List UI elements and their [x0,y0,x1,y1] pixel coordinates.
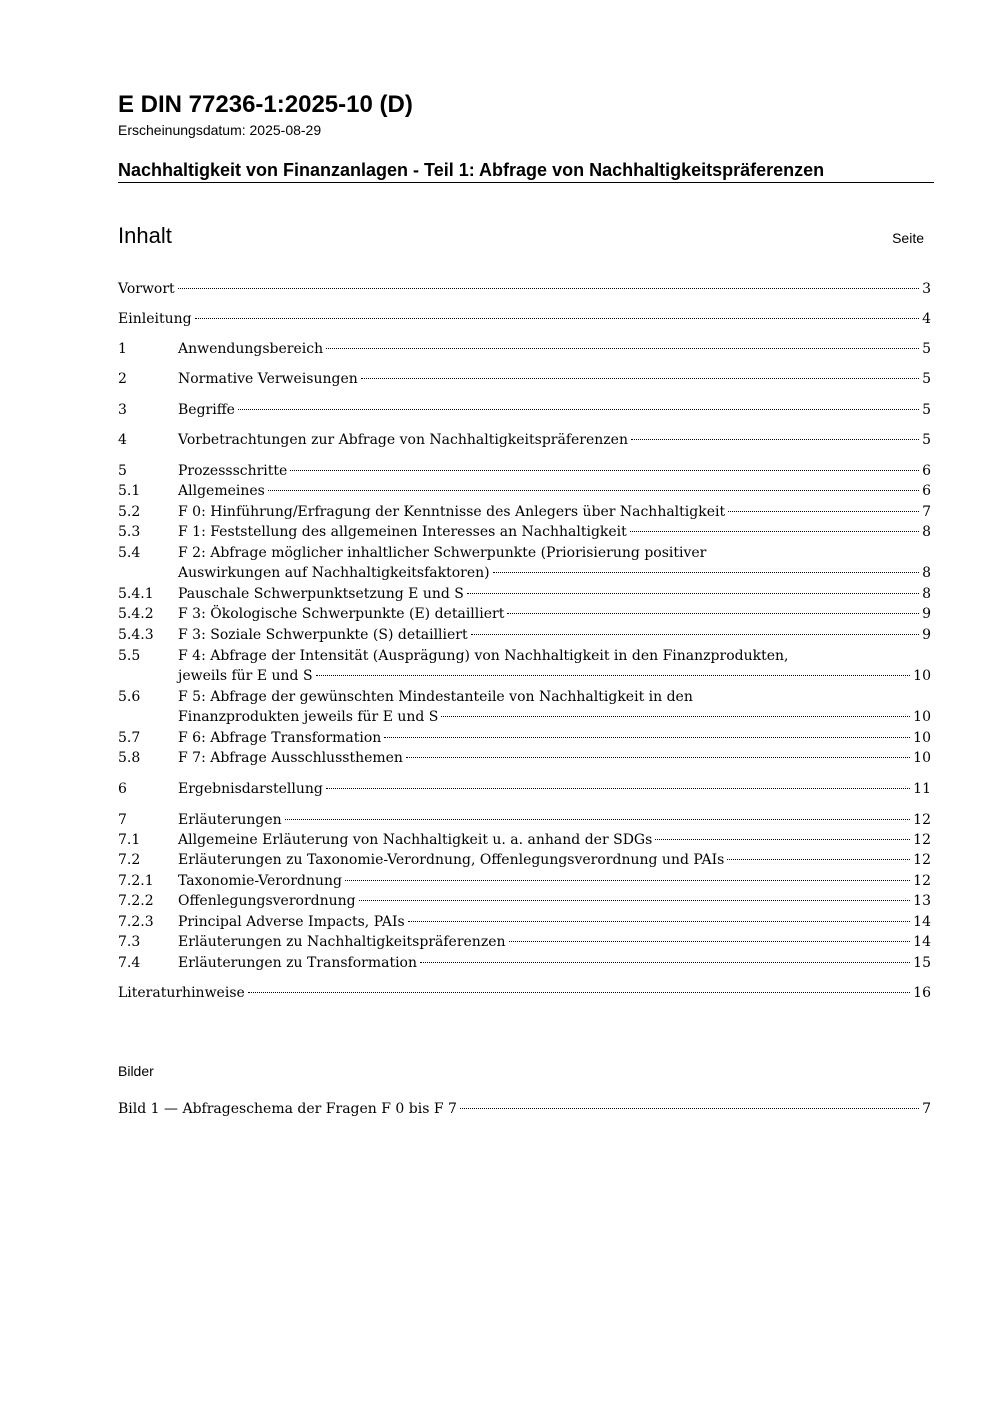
toc-page: 16 [913,985,931,1001]
toc-number: 5.4.1 [118,586,154,602]
toc-number: 5.4.2 [118,606,154,622]
toc-entry-5-5[interactable] [118,666,931,687]
figure-label: Bild 1 — Abfrageschema der Fragen F 0 bis F 7 [118,1101,457,1117]
toc-entry-2[interactable] [118,369,931,390]
toc-leader [345,880,910,881]
toc-number: 7.2.3 [118,914,154,930]
toc-number: 5.4 [118,545,141,561]
toc-leader [268,490,919,491]
toc-leader [728,511,919,512]
toc-number: 7.1 [118,832,141,848]
toc-page: 6 [922,463,931,479]
toc-label: F 0: Hinführung/Erfragung der Kenntnisse des Anlegers über Nachhaltigkeit [178,504,726,520]
toc-page: 7 [922,504,931,520]
toc-page: 8 [922,565,931,581]
toc-leader [326,348,919,349]
toc-entry-3[interactable] [118,400,931,421]
toc-entry-7[interactable] [118,810,931,831]
toc-leader [467,593,919,594]
toc-label: F 1: Feststellung des allgemeinen Interesses an Nachhaltigkeit [178,524,627,540]
toc-label: Vorbetrachtungen zur Abfrage von Nachhaltigkeitspräferenzen [178,432,628,448]
toc-label: Allgemeines [178,483,265,499]
toc-entry-5-4-3[interactable] [118,625,931,646]
toc-entry-5-8[interactable] [118,748,931,769]
toc-label: Vorwort [118,281,175,297]
toc-number: 6 [118,781,127,797]
toc-number: 3 [118,402,127,418]
toc-number: 7 [118,812,127,828]
toc-number: 1 [118,341,127,357]
toc-page: 5 [922,341,931,357]
toc-page: 11 [913,781,931,797]
toc-leader [493,572,919,573]
toc-page: 10 [913,750,931,766]
toc-leader [178,288,919,289]
toc-leader [316,675,911,676]
toc-entry-4[interactable] [118,430,931,451]
toc-page: 15 [913,955,931,971]
toc-entry-5[interactable] [118,461,931,482]
toc-entry-5-6[interactable] [118,707,931,728]
toc-page: 14 [913,914,931,930]
toc-page: 8 [922,586,931,602]
toc-entry-7-4[interactable] [118,953,931,974]
contents-heading: Inhalt [118,223,172,248]
toc-leader [406,757,910,758]
toc-page: 12 [913,852,931,868]
toc-entry-5-3[interactable] [118,522,931,543]
toc-number: 7.2 [118,852,141,868]
toc-entry-literaturhinweise[interactable] [118,983,931,1004]
toc-leader [285,819,911,820]
document-title: Nachhaltigkeit von Finanzanlagen - Teil 1: Abfrage von Nachhaltigkeitspräferenzen [118,159,934,183]
toc-leader [384,737,910,738]
toc-label: Anwendungsbereich [178,341,324,357]
toc-page: 9 [922,627,931,643]
toc-page: 10 [913,730,931,746]
toc-leader [408,921,911,922]
toc-label: Pauschale Schwerpunktsetzung E und S [178,586,464,602]
toc-leader [248,992,910,993]
toc-entry-vorwort[interactable] [118,279,931,300]
toc-page: 4 [922,311,931,327]
toc-entry-7-2[interactable] [118,850,931,871]
toc-label: Erläuterungen [178,812,282,828]
toc-label: Taxonomie-Verordnung [178,873,343,889]
toc-entry-5-4-1[interactable] [118,584,931,605]
document-id: E DIN 77236-1:2025-10 (D) [118,91,413,118]
figure-entry-bild-1[interactable] [118,1099,931,1120]
toc-label: Erläuterungen zu Taxonomie-Verordnung, Offenlegungsverordnung und PAIs [178,852,725,868]
toc-label: Principal Adverse Impacts, PAIs [178,914,405,930]
toc-page: 12 [913,812,931,828]
toc-label: Prozessschritte [178,463,288,479]
toc-entry-5-4-2[interactable] [118,604,931,625]
toc-number: 5 [118,463,127,479]
toc-leader [290,470,919,471]
toc-leader [509,941,911,942]
toc-leader [471,634,919,635]
toc-page: 10 [913,709,931,725]
toc-leader [631,439,919,440]
toc-entry-7-2-3[interactable] [118,912,931,933]
toc-label: Auswirkungen auf Nachhaltigkeitsfaktoren) [178,565,490,581]
toc-page: 10 [913,668,931,684]
toc-entry-5-5-first-line[interactable] [118,646,931,667]
toc-number: 7.2.2 [118,893,154,909]
toc-entry-einleitung[interactable] [118,309,931,330]
toc-label: Ergebnisdarstellung [178,781,323,797]
page-column-label: Seite [892,230,924,246]
toc-page: 12 [913,832,931,848]
toc-number: 5.7 [118,730,141,746]
toc-leader [326,788,910,789]
toc-leader [630,531,919,532]
toc-leader [655,839,910,840]
toc-entry-5-6-first-line[interactable] [118,687,931,708]
figure-page: 7 [922,1101,931,1117]
toc-page: 5 [922,402,931,418]
toc-entry-6[interactable] [118,779,931,800]
toc-number: 7.2.1 [118,873,154,889]
toc-label: F 3: Ökologische Schwerpunkte (E) detailliert [178,606,505,622]
toc-number: 5.5 [118,648,141,664]
toc-number: 5.8 [118,750,141,766]
toc-leader [507,613,919,614]
toc-number: 5.1 [118,483,141,499]
toc-leader [359,900,911,901]
toc-label: Normative Verweisungen [178,371,358,387]
toc-entry-7-1[interactable] [118,830,931,851]
toc-page: 12 [913,873,931,889]
toc-number: 5.3 [118,524,141,540]
toc-entry-7-2-2[interactable] [118,891,931,912]
toc-entry-5-7[interactable] [118,728,931,749]
toc-label: Offenlegungsverordnung [178,893,356,909]
toc-leader [460,1108,919,1109]
toc-entry-5-1[interactable] [118,481,931,502]
toc-number: 5.6 [118,689,141,705]
toc-entry-7-3[interactable] [118,932,931,953]
toc-entry-1[interactable] [118,339,931,360]
figures-heading: Bilder [118,1063,154,1079]
toc-number: 5.2 [118,504,141,520]
toc-label: F 3: Soziale Schwerpunkte (S) detailliert [178,627,468,643]
toc-label: F 6: Abfrage Transformation [178,730,382,746]
toc-leader [727,859,910,860]
toc-entry-5-4[interactable] [118,563,931,584]
toc-number: 4 [118,432,127,448]
toc-leader [238,409,919,410]
toc-page: 3 [922,281,931,297]
toc-label: F 4: Abfrage der Intensität (Ausprägung) von Nachhaltigkeit in den Finanzprodukten, [178,648,789,664]
toc-entry-7-2-1[interactable] [118,871,931,892]
toc-number: 7.4 [118,955,141,971]
toc-entry-5-4-first-line[interactable] [118,543,931,564]
toc-label: F 5: Abfrage der gewünschten Mindestanteile von Nachhaltigkeit in den [178,689,693,705]
toc-label: jeweils für E und S [178,668,313,684]
toc-label: F 2: Abfrage möglicher inhaltlicher Schwerpunkte (Priorisierung positiver [178,545,707,561]
toc-leader [420,962,910,963]
toc-label: Begriffe [178,402,235,418]
toc-page: 5 [922,371,931,387]
toc-leader [441,716,910,717]
toc-number: 5.4.3 [118,627,154,643]
toc-entry-5-2[interactable] [118,502,931,523]
toc-page: 6 [922,483,931,499]
toc-number: 2 [118,371,127,387]
publication-date: Erscheinungsdatum: 2025-08-29 [118,122,322,138]
toc-label: F 7: Abfrage Ausschlussthemen [178,750,403,766]
toc-label: Erläuterungen zu Transformation [178,955,417,971]
toc-page: 13 [913,893,931,909]
toc-label: Literaturhinweise [118,985,245,1001]
toc-page: 5 [922,432,931,448]
toc-page: 8 [922,524,931,540]
toc-label: Einleitung [118,311,192,327]
toc-leader [361,378,919,379]
toc-label: Erläuterungen zu Nachhaltigkeitspräferenzen [178,934,506,950]
toc-page: 9 [922,606,931,622]
toc-leader [195,318,920,319]
toc-label: Finanzprodukten jeweils für E und S [178,709,439,725]
toc-page: 14 [913,934,931,950]
toc-number: 7.3 [118,934,141,950]
toc-label: Allgemeine Erläuterung von Nachhaltigkeit u. a. anhand der SDGs [178,832,653,848]
